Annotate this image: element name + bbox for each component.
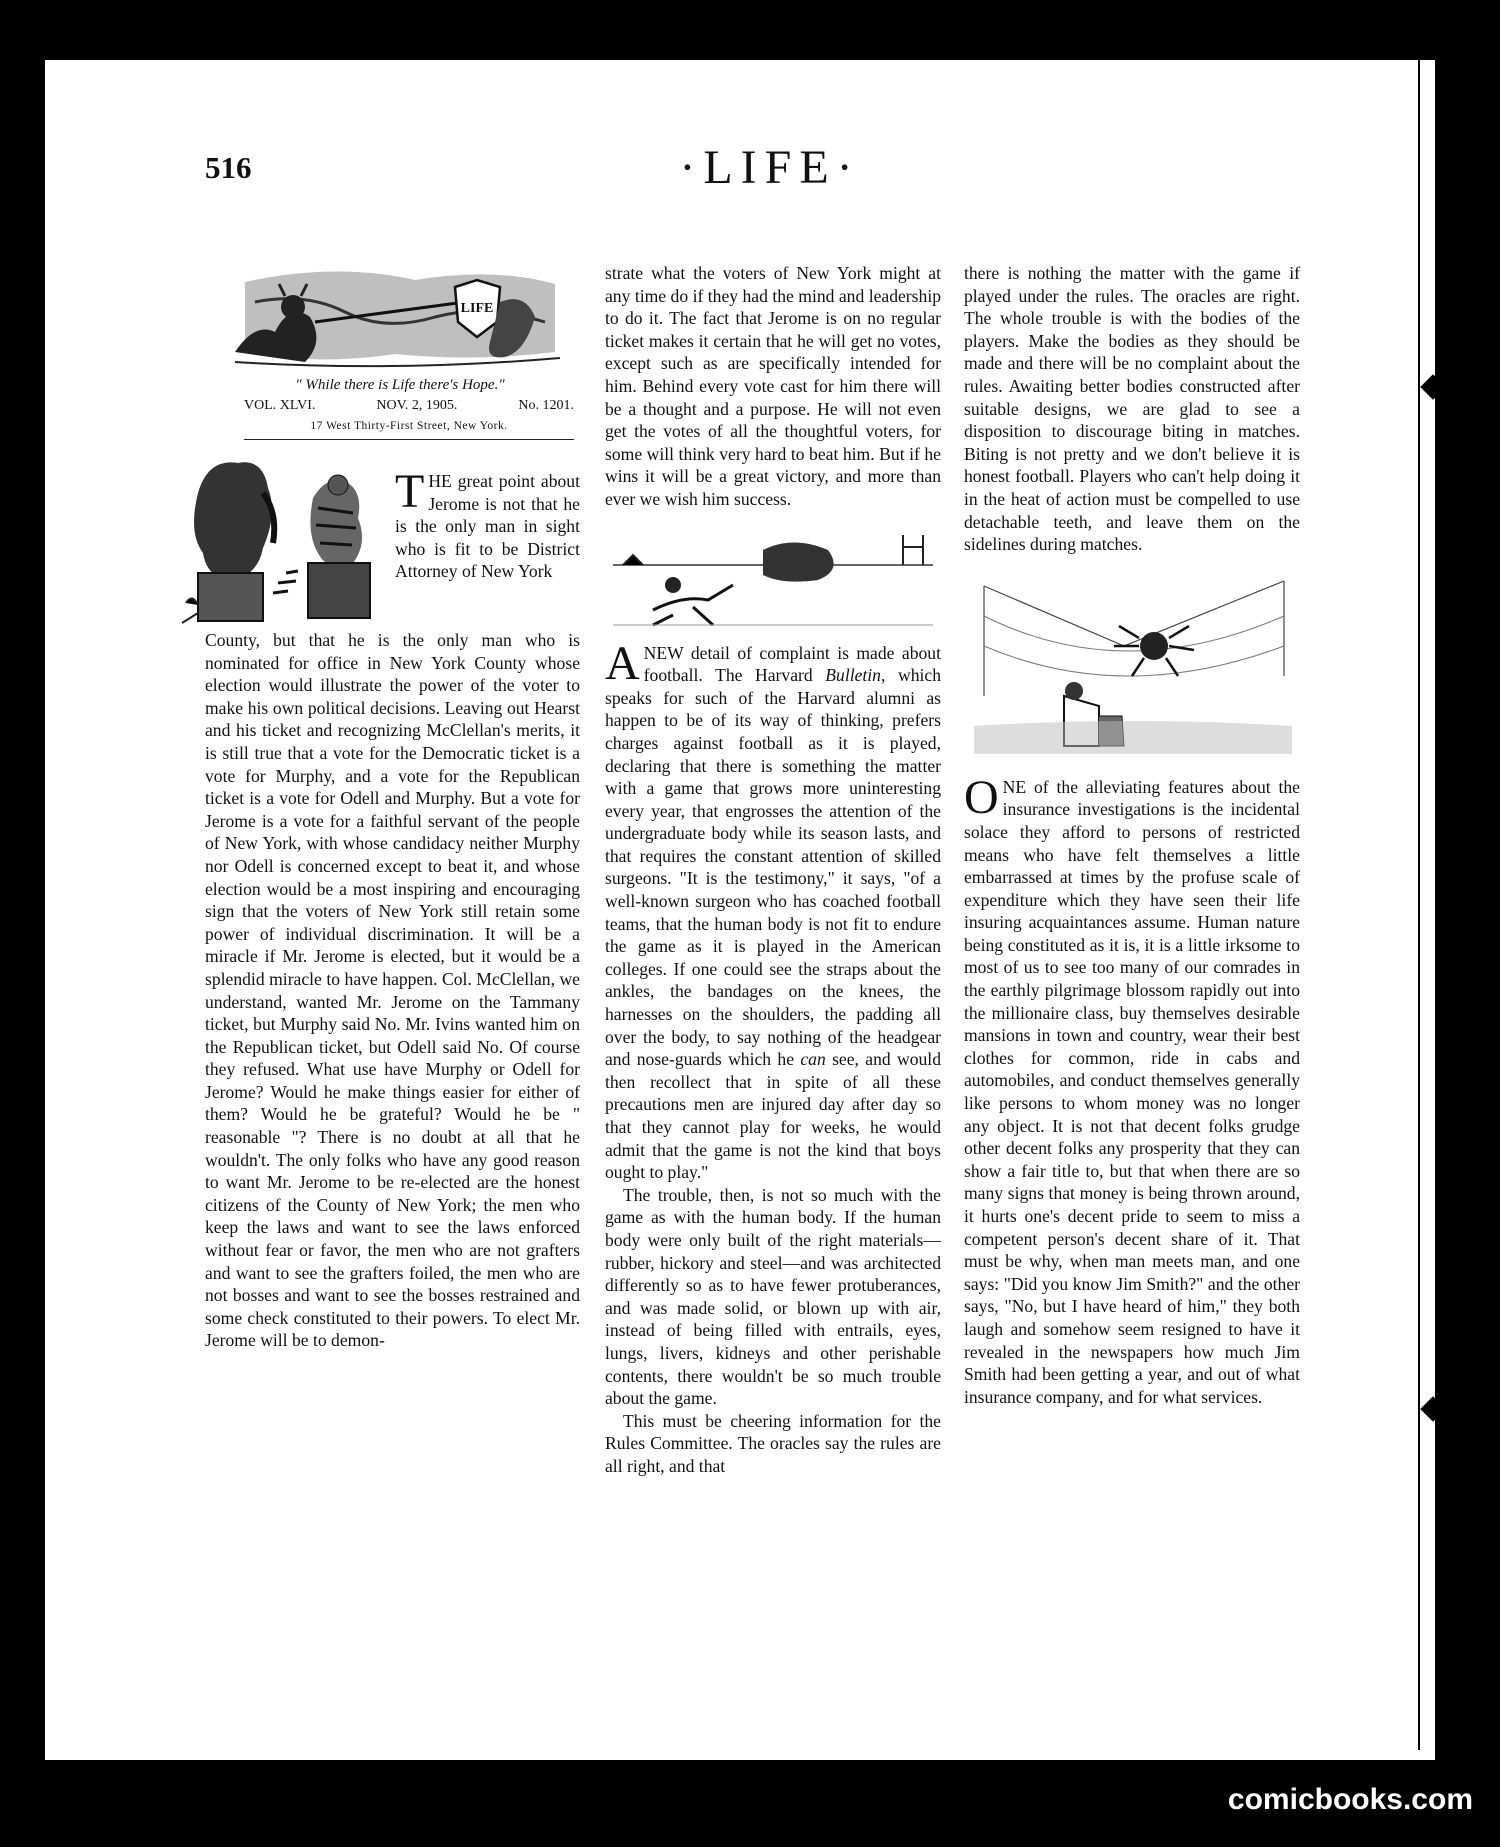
site-watermark: comicbooks.com xyxy=(1227,1783,1473,1816)
shield-label: LIFE xyxy=(460,301,494,316)
drop-cap: A xyxy=(605,636,640,690)
drop-cap: T xyxy=(395,465,425,518)
drop-cap: O xyxy=(964,770,999,824)
volume-line xyxy=(244,398,574,414)
insurance-article: ONE of the alleviating features about the insurance investigations is the incidental solace they afford to persons of restricted means who have felt themselves a little embarrassed at times by the profuse scale of expenditure which they have seen their life insuring acquaintances assume. Human nature being constituted as it is, it is a little irksome to most of us to see too many of our comrades in the earthly pilgrimage blossom rapidly out into the millionaire class, buy themselves desirable mansions in town and country, wear their best clothes for common, ride in cabs and automobiles, and conduct themselves generally like persons to whom money was no longer any object. It is not that decent folks grudge other decent folks any prosperity that they can show a fair title to, but that when there are so many signs that money is being thrown around, it hurts one's decent pride to seem to miss a competent person's decent share of it. That must be why, when man meets man, and one says: "Did you know Jim Smith?" and the other says, "No, but I have heard of him," they both laugh and somehow seem resigned to have it revealed in the newspapers how much Jim Smith had been getting a year, and out of what insurance company, and for what services. xyxy=(964,770,1300,1407)
column-3 xyxy=(964,262,1300,1408)
issue-number: No. 1201. xyxy=(518,398,574,413)
divider xyxy=(244,439,574,440)
lead-text: HE great point about Jerome is not that he is the only man in sight who is fit to be District Attorney of New York xyxy=(395,471,580,582)
masthead-title: ·LIFE· xyxy=(679,141,861,194)
magazine-motto: " While there is Life there's Hope." xyxy=(295,377,505,393)
elephant-tiger-illustration xyxy=(178,453,393,628)
jerome-article-lead xyxy=(395,465,580,583)
cartoon-devil-knight xyxy=(215,262,575,374)
page-number: 516 xyxy=(205,150,252,185)
volume-number: VOL. XLVI. xyxy=(244,398,316,413)
issue-date: NOV. 2, 1905. xyxy=(376,398,458,413)
football-tackle-illustration xyxy=(613,525,935,630)
column-1-body xyxy=(205,629,580,1352)
page-spine-edge xyxy=(1418,60,1432,1750)
football-article-paragraph: This must be cheering information for the Rules Committee. The oracles say the rules are all right, and that xyxy=(605,1410,941,1476)
football-article-continued: there is nothing the matter with the game if played under the rules. The oracles are right. The whole trouble is with the bodies of the players. Make the bodies as they should be made and there will be no complaint about the rules. Awaiting better bodies constructed after suitable designs, we are glad to see a disposition to discourage biting in matches. Biting is not pretty and we don't believe it is honest football. Players who can't help doing it in the heat of action must be compelled to use detachable teeth, and leave them on the sidelines during matches. xyxy=(964,263,1300,555)
jerome-article-continued: strate what the voters of New York might at any time do if they had the mind and leadership to do it. The fact that Jerome is on no regular ticket makes it certain that he will get no votes, except such as are specifically intended for him. Behind every vote cast for him there will be a thought and a purpose. He will not even get the votes of all the thoughtful voters, for some will think very hard to beat him. But if he wins it will be a great victory, and more than ever we wish him success. xyxy=(605,263,941,509)
football-article-paragraph: The trouble, then, is not so much with the game as with the human body. If the human body were only built of the right materials—rubber, hickory and steel—and was architected differently so as to have fewer protuberances, and was made solid, or blown up with air, instead of being filled with entrails, eyes, lungs, livers, kidneys and other perishable contents, there wouldn't be so much trouble about the game. xyxy=(605,1184,941,1409)
jerome-article-body: County, but that he is the only man who is nominated for office in New York County whose election would illustrate the power of the voter to make his own political decisions. Leaving out Hearst and his ticket and recognizing McClellan's merits, it is still true that a vote for the Democratic ticket is a vote for Murphy, and a vote for the Republican ticket is a vote for Odell and Murphy. But a vote for Jerome is a vote for a faithful servant of the people of New York, with whose candidacy neither Murphy nor Odell is concerned except to beat it, and whose election would be a most inspiring and encouraging sign that the voters of New York still retain some power of individual discrimination. It will be a miracle if Mr. Jerome is elected, but it would be a splendid miracle to have happen. Col. McClellan, we understand, wanted Mr. Jerome on the Tammany ticket, but Murphy said No. Mr. Ivins wanted him on the Republican ticket, but Odell said No. Of course they refused. What use have Murphy or Odell for Jerome? Would he make things easier for either of them? Would he be grateful? Would he be " reasonable "? There is no doubt at all that he wouldn't. The only folks who have any good reason to want Mr. Jerome to be re-elected are the honest citizens of the County of New York; the men who keep the laws and want to see the laws enforced without fear or favor, the men who are not grafters and want to see the grafters foiled, the men who are not bosses and want to see the bosses restrained and some check constituted to their powers. To elect Mr. Jerome will be to demon- xyxy=(205,630,580,1351)
column-2 xyxy=(605,262,941,1478)
football-article: ANEW detail of complaint is made about football. The Harvard Bulletin, which speaks for such of the Harvard alumni as happen to be of its way of thinking, prefers charges against football as it is played, declaring that there is something the matter with a game that grows more uninteresting every year, that engrosses the attention of the undergraduate body while its season lasts, and that requires the constant attention of skilled surgeons. "It is the testimony," it says, "of a well-known surgeon who has coached football teams, that the human body is not fit to endure the game as it is played in the American colleges. If one could see the straps about the ankles, the bandages on the knees, the harnesses on the shoulders, the padding all over the body, to say nothing of the headgear and nose-guards which he can see, and would then recollect that in spite of all these precautions men are injured day after day so that they cannot play for weeks, he would admit that the game is not the kind that boys ought to play." xyxy=(605,636,941,1183)
spider-web-illustration xyxy=(974,576,1292,754)
publisher-address: 17 West Thirty-First Street, New York. xyxy=(310,420,508,432)
